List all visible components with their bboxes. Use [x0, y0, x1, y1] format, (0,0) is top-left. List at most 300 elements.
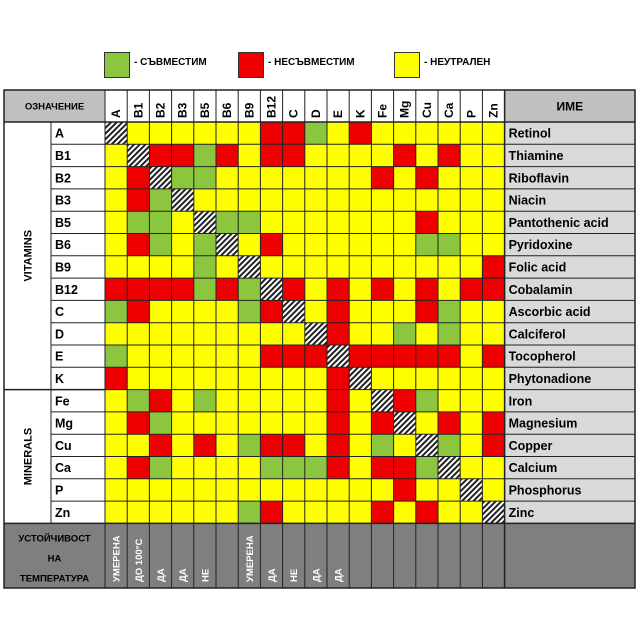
- row-name-b12: Cobalamin: [508, 282, 573, 297]
- matrix-cell-b2-ca: [438, 167, 460, 189]
- matrix-cell-b1-k: [349, 144, 371, 166]
- matrix-cell-b9-c: [283, 256, 305, 278]
- matrix-cell-cu-b12: [260, 434, 282, 456]
- matrix-cell-cu-a: [105, 434, 127, 456]
- matrix-cell-k-d: [305, 367, 327, 389]
- matrix-cell-b6-k: [349, 234, 371, 256]
- matrix-cell-fe-k: [349, 390, 371, 412]
- row-name-b3: Niacin: [508, 193, 547, 208]
- matrix-cell-fe-b6: [216, 390, 238, 412]
- matrix-cell-b5-b3: [172, 211, 194, 233]
- column-header-b6: B6: [220, 102, 235, 118]
- row-code-e: E: [55, 349, 64, 364]
- matrix-cell-zn-b9: [238, 501, 260, 523]
- matrix-cell-zn-b5: [194, 501, 216, 523]
- matrix-cell-b6-p: [460, 234, 482, 256]
- matrix-cell-b2-b2: [149, 167, 171, 189]
- legend-label-incompatible: - НЕСЪВМЕСТИМ: [268, 57, 355, 68]
- stability-value-a: УМЕРЕНА: [111, 535, 123, 582]
- matrix-cell-b3-b5: [194, 189, 216, 211]
- matrix-cell-b9-b2: [149, 256, 171, 278]
- matrix-cell-mg-a: [105, 412, 127, 434]
- matrix-cell-p-b5: [194, 479, 216, 501]
- matrix-cell-c-c: [283, 300, 305, 322]
- matrix-cell-zn-b12: [260, 501, 282, 523]
- matrix-cell-k-b2: [149, 367, 171, 389]
- matrix-cell-fe-b5: [194, 390, 216, 412]
- matrix-cell-d-mg: [394, 323, 416, 345]
- matrix-cell-b2-mg: [394, 167, 416, 189]
- matrix-cell-c-p: [460, 300, 482, 322]
- matrix-cell-b1-b6: [216, 144, 238, 166]
- matrix-cell-b2-c: [283, 167, 305, 189]
- row-name-fe: Iron: [508, 394, 533, 409]
- matrix-cell-ca-b12: [260, 457, 282, 479]
- matrix-cell-b9-ca: [438, 256, 460, 278]
- matrix-cell-b5-d: [305, 211, 327, 233]
- row-name-ca: Calcium: [508, 461, 558, 476]
- stability-value-b3: ДА: [178, 568, 190, 582]
- matrix-cell-mg-p: [460, 412, 482, 434]
- matrix-cell-zn-b3: [172, 501, 194, 523]
- matrix-cell-c-cu: [416, 300, 438, 322]
- stability-value-b12: ДА: [267, 568, 278, 582]
- matrix-cell-b6-d: [305, 234, 327, 256]
- matrix-cell-b3-a: [105, 189, 127, 211]
- matrix-cell-b1-ca: [438, 144, 460, 166]
- matrix-cell-a-b12: [260, 122, 282, 144]
- matrix-cell-zn-cu: [416, 501, 438, 523]
- matrix-cell-b12-c: [283, 278, 305, 300]
- matrix-cell-a-b1: [127, 122, 149, 144]
- matrix-cell-fe-fe: [371, 390, 393, 412]
- matrix-cell-e-b3: [172, 345, 194, 367]
- matrix-cell-b2-k: [349, 167, 371, 189]
- matrix-cell-b1-b5: [194, 144, 216, 166]
- matrix-cell-k-e: [327, 367, 349, 389]
- row-code-cu: Cu: [55, 438, 72, 453]
- matrix-cell-ca-b6: [216, 457, 238, 479]
- matrix-cell-b5-b6: [216, 211, 238, 233]
- matrix-cell-b9-b5: [194, 256, 216, 278]
- matrix-cell-mg-cu: [416, 412, 438, 434]
- matrix-cell-zn-ca: [438, 501, 460, 523]
- matrix-cell-d-a: [105, 323, 127, 345]
- matrix-cell-e-k: [349, 345, 371, 367]
- row-code-ca: Ca: [55, 461, 71, 476]
- matrix-cell-b6-b3: [172, 234, 194, 256]
- matrix-cell-b6-c: [283, 234, 305, 256]
- column-header-b9: B9: [242, 102, 257, 118]
- matrix-cell-cu-b6: [216, 434, 238, 456]
- matrix-cell-a-mg: [394, 122, 416, 144]
- matrix-cell-zn-d: [305, 501, 327, 523]
- matrix-cell-a-zn: [482, 122, 504, 144]
- matrix-cell-p-b3: [172, 479, 194, 501]
- matrix-cell-b9-b9: [238, 256, 260, 278]
- matrix-cell-b5-b5: [194, 211, 216, 233]
- matrix-cell-fe-b12: [260, 390, 282, 412]
- matrix-cell-b2-e: [327, 167, 349, 189]
- row-code-p: P: [55, 483, 64, 498]
- matrix-cell-d-p: [460, 323, 482, 345]
- matrix-cell-k-a: [105, 367, 127, 389]
- matrix-cell-b2-fe: [371, 167, 393, 189]
- group-label-vitamins: VITAMINS: [22, 229, 35, 282]
- row-name-b2: Riboflavin: [508, 171, 570, 186]
- stability-value-e: ДА: [333, 568, 345, 582]
- matrix-cell-b9-b1: [127, 256, 149, 278]
- column-header-fe: Fe: [375, 103, 390, 118]
- matrix-cell-d-b5: [194, 323, 216, 345]
- matrix-cell-b6-b12: [260, 234, 282, 256]
- matrix-cell-b3-d: [305, 189, 327, 211]
- matrix-cell-b3-b2: [149, 189, 171, 211]
- matrix-cell-a-cu: [416, 122, 438, 144]
- matrix-cell-cu-e: [327, 434, 349, 456]
- matrix-cell-b5-ca: [438, 211, 460, 233]
- stability-value-b9: УМЕРЕНА: [244, 535, 256, 582]
- matrix-cell-e-c: [283, 345, 305, 367]
- column-header-b1: B1: [131, 102, 146, 118]
- matrix-cell-b3-mg: [394, 189, 416, 211]
- matrix-cell-cu-c: [283, 434, 305, 456]
- matrix-cell-cu-b5: [194, 434, 216, 456]
- matrix-cell-e-fe: [371, 345, 393, 367]
- legend-label-compatible: - СЪВМЕСТИМ: [134, 57, 207, 68]
- matrix-cell-mg-fe: [371, 412, 393, 434]
- row-code-mg: Mg: [55, 416, 74, 431]
- column-header-a: A: [109, 109, 124, 118]
- matrix-cell-fe-c: [283, 390, 305, 412]
- matrix-cell-b5-b1: [127, 211, 149, 233]
- matrix-cell-d-cu: [416, 323, 438, 345]
- matrix-cell-ca-cu: [416, 457, 438, 479]
- matrix-cell-ca-p: [460, 457, 482, 479]
- matrix-cell-p-ca: [438, 479, 460, 501]
- matrix-cell-b3-b12: [260, 189, 282, 211]
- matrix-cell-p-e: [327, 479, 349, 501]
- stability-value-b2: ДА: [156, 568, 167, 582]
- matrix-cell-b9-p: [460, 256, 482, 278]
- matrix-cell-p-b2: [149, 479, 171, 501]
- matrix-cell-a-k: [349, 122, 371, 144]
- matrix-cell-c-k: [349, 300, 371, 322]
- matrix-cell-c-fe: [371, 300, 393, 322]
- column-header-b12: B12: [264, 95, 279, 118]
- matrix-cell-c-zn: [482, 300, 504, 322]
- matrix-cell-b12-b2: [149, 278, 171, 300]
- matrix-cell-b6-cu: [416, 234, 438, 256]
- matrix-cell-ca-zn: [482, 457, 504, 479]
- matrix-cell-ca-c: [283, 457, 305, 479]
- matrix-cell-mg-e: [327, 412, 349, 434]
- matrix-cell-mg-b3: [172, 412, 194, 434]
- matrix-cell-a-p: [460, 122, 482, 144]
- matrix-cell-d-k: [349, 323, 371, 345]
- row-name-p: Phosphorus: [508, 483, 582, 498]
- matrix-cell-p-zn: [482, 479, 504, 501]
- matrix-cell-fe-zn: [482, 390, 504, 412]
- matrix-cell-a-ca: [438, 122, 460, 144]
- row-name-b5: Pantothenic acid: [508, 215, 609, 230]
- matrix-cell-b1-cu: [416, 144, 438, 166]
- matrix-cell-mg-ca: [438, 412, 460, 434]
- matrix-cell-e-b5: [194, 345, 216, 367]
- matrix-cell-b12-p: [460, 278, 482, 300]
- matrix-cell-zn-zn: [482, 501, 504, 523]
- row-code-fe: Fe: [55, 394, 70, 409]
- matrix-cell-c-mg: [394, 300, 416, 322]
- matrix-cell-d-b6: [216, 323, 238, 345]
- matrix-cell-cu-zn: [482, 434, 504, 456]
- matrix-cell-b2-d: [305, 167, 327, 189]
- matrix-cell-b3-b1: [127, 189, 149, 211]
- matrix-cell-mg-c: [283, 412, 305, 434]
- matrix-cell-a-b9: [238, 122, 260, 144]
- matrix-cell-k-b5: [194, 367, 216, 389]
- matrix-cell-k-b3: [172, 367, 194, 389]
- matrix-cell-b2-b6: [216, 167, 238, 189]
- row-code-d: D: [55, 327, 65, 342]
- matrix-cell-b2-b12: [260, 167, 282, 189]
- column-header-ca: Ca: [442, 102, 457, 118]
- matrix-cell-p-cu: [416, 479, 438, 501]
- matrix-cell-b1-b1: [127, 144, 149, 166]
- stability-label-line: УСТОЙЧИВОСТ: [18, 533, 91, 545]
- matrix-cell-p-d: [305, 479, 327, 501]
- matrix-cell-e-p: [460, 345, 482, 367]
- matrix-cell-c-b3: [172, 300, 194, 322]
- matrix-cell-e-b9: [238, 345, 260, 367]
- matrix-cell-zn-mg: [394, 501, 416, 523]
- matrix-cell-b2-a: [105, 167, 127, 189]
- matrix-cell-b3-b6: [216, 189, 238, 211]
- matrix-cell-k-c: [283, 367, 305, 389]
- matrix-cell-c-ca: [438, 300, 460, 322]
- matrix-cell-cu-b2: [149, 434, 171, 456]
- matrix-cell-p-b12: [260, 479, 282, 501]
- row-name-zn: Zinc: [508, 505, 535, 520]
- row-code-k: K: [55, 371, 65, 386]
- matrix-cell-b5-fe: [371, 211, 393, 233]
- matrix-cell-p-b9: [238, 479, 260, 501]
- matrix-cell-d-c: [283, 323, 305, 345]
- matrix-cell-cu-cu: [416, 434, 438, 456]
- matrix-cell-fe-b2: [149, 390, 171, 412]
- matrix-cell-fe-p: [460, 390, 482, 412]
- column-header-zn: Zn: [486, 103, 501, 118]
- matrix-cell-b2-b1: [127, 167, 149, 189]
- row-name-e: Tocopherol: [508, 349, 576, 364]
- matrix-cell-mg-b1: [127, 412, 149, 434]
- matrix-cell-a-b5: [194, 122, 216, 144]
- matrix-cell-mg-b5: [194, 412, 216, 434]
- matrix-cell-b3-fe: [371, 189, 393, 211]
- matrix-cell-k-ca: [438, 367, 460, 389]
- matrix-cell-e-d: [305, 345, 327, 367]
- matrix-cell-b1-b9: [238, 144, 260, 166]
- matrix-cell-d-b12: [260, 323, 282, 345]
- matrix-cell-ca-a: [105, 457, 127, 479]
- row-name-cu: Copper: [508, 438, 553, 453]
- matrix-cell-c-e: [327, 300, 349, 322]
- matrix-cell-ca-d: [305, 457, 327, 479]
- matrix-cell-fe-b9: [238, 390, 260, 412]
- matrix-cell-cu-fe: [371, 434, 393, 456]
- matrix-cell-a-a: [105, 122, 127, 144]
- matrix-cell-fe-ca: [438, 390, 460, 412]
- matrix-cell-e-b1: [127, 345, 149, 367]
- matrix-cell-zn-a: [105, 501, 127, 523]
- row-name-b6: Pyridoxine: [508, 238, 573, 253]
- matrix-cell-cu-b3: [172, 434, 194, 456]
- row-name-b9: Folic acid: [508, 260, 567, 275]
- row-name-b1: Thiamine: [508, 148, 564, 163]
- matrix-cell-c-b12: [260, 300, 282, 322]
- matrix-cell-a-fe: [371, 122, 393, 144]
- matrix-cell-b3-zn: [482, 189, 504, 211]
- matrix-cell-b6-e: [327, 234, 349, 256]
- matrix-cell-fe-b1: [127, 390, 149, 412]
- matrix-cell-cu-ca: [438, 434, 460, 456]
- matrix-cell-b6-a: [105, 234, 127, 256]
- matrix-cell-c-b9: [238, 300, 260, 322]
- matrix-cell-p-b6: [216, 479, 238, 501]
- stability-label-line: НА: [47, 553, 62, 565]
- matrix-cell-d-fe: [371, 323, 393, 345]
- matrix-cell-fe-a: [105, 390, 127, 412]
- matrix-cell-mg-b2: [149, 412, 171, 434]
- matrix-cell-zn-b1: [127, 501, 149, 523]
- stability-value-b1: ДО 100°C: [133, 538, 145, 582]
- matrix-cell-b9-zn: [482, 256, 504, 278]
- matrix-cell-k-b6: [216, 367, 238, 389]
- header-designation: ОЗНАЧЕНИЕ: [24, 101, 85, 113]
- matrix-cell-b9-b12: [260, 256, 282, 278]
- matrix-cell-zn-fe: [371, 501, 393, 523]
- matrix-cell-b1-p: [460, 144, 482, 166]
- matrix-cell-b2-b3: [172, 167, 194, 189]
- matrix-cell-b3-b3: [172, 189, 194, 211]
- stability-label-line: ТЕМПЕРАТУРА: [19, 573, 90, 585]
- stability-value-b5: НЕ: [200, 568, 212, 582]
- legend-label-neutral: - НЕУТРАЛЕН: [424, 57, 491, 68]
- row-code-b2: B2: [55, 171, 71, 186]
- row-code-b5: B5: [55, 215, 71, 230]
- matrix-cell-b12-b5: [194, 278, 216, 300]
- matrix-cell-e-b6: [216, 345, 238, 367]
- matrix-cell-b12-b9: [238, 278, 260, 300]
- matrix-cell-b6-ca: [438, 234, 460, 256]
- matrix-cell-c-b2: [149, 300, 171, 322]
- stability-value-d: ДА: [311, 568, 323, 582]
- matrix-cell-b1-e: [327, 144, 349, 166]
- matrix-cell-d-d: [305, 323, 327, 345]
- column-header-d: D: [308, 109, 323, 118]
- row-code-c: C: [55, 305, 65, 320]
- matrix-cell-b12-zn: [482, 278, 504, 300]
- matrix-cell-cu-k: [349, 434, 371, 456]
- matrix-cell-k-b9: [238, 367, 260, 389]
- matrix-cell-b3-e: [327, 189, 349, 211]
- row-code-b6: B6: [55, 238, 71, 253]
- matrix-cell-mg-k: [349, 412, 371, 434]
- matrix-cell-b3-p: [460, 189, 482, 211]
- row-name-k: Phytonadione: [508, 371, 592, 386]
- matrix-cell-b5-k: [349, 211, 371, 233]
- row-code-b3: B3: [55, 193, 71, 208]
- row-code-zn: Zn: [55, 505, 71, 520]
- matrix-cell-b1-b2: [149, 144, 171, 166]
- matrix-cell-b1-b3: [172, 144, 194, 166]
- matrix-cell-cu-b9: [238, 434, 260, 456]
- row-code-b9: B9: [55, 260, 71, 275]
- matrix-cell-b5-p: [460, 211, 482, 233]
- matrix-cell-zn-c: [283, 501, 305, 523]
- matrix-cell-p-mg: [394, 479, 416, 501]
- matrix-cell-e-zn: [482, 345, 504, 367]
- matrix-cell-b9-cu: [416, 256, 438, 278]
- matrix-cell-d-ca: [438, 323, 460, 345]
- matrix-cell-b12-b6: [216, 278, 238, 300]
- matrix-cell-mg-b9: [238, 412, 260, 434]
- matrix-cell-c-a: [105, 300, 127, 322]
- matrix-cell-b3-k: [349, 189, 371, 211]
- matrix-cell-k-b12: [260, 367, 282, 389]
- row-code-b1: B1: [55, 148, 71, 163]
- matrix-cell-a-b6: [216, 122, 238, 144]
- matrix-cell-cu-p: [460, 434, 482, 456]
- matrix-cell-b1-d: [305, 144, 327, 166]
- matrix-cell-b5-cu: [416, 211, 438, 233]
- matrix-cell-ca-b2: [149, 457, 171, 479]
- matrix-cell-b2-p: [460, 167, 482, 189]
- matrix-cell-zn-b6: [216, 501, 238, 523]
- matrix-cell-d-b1: [127, 323, 149, 345]
- matrix-cell-b12-cu: [416, 278, 438, 300]
- matrix-cell-mg-b6: [216, 412, 238, 434]
- column-header-c: C: [286, 109, 301, 118]
- matrix-cell-b5-e: [327, 211, 349, 233]
- matrix-cell-b6-mg: [394, 234, 416, 256]
- matrix-cell-e-b2: [149, 345, 171, 367]
- column-header-mg: Mg: [397, 100, 412, 118]
- matrix-cell-a-b2: [149, 122, 171, 144]
- matrix-cell-p-c: [283, 479, 305, 501]
- matrix-cell-zn-p: [460, 501, 482, 523]
- matrix-cell-b6-b1: [127, 234, 149, 256]
- row-name-d: Calciferol: [508, 327, 566, 342]
- matrix-cell-p-fe: [371, 479, 393, 501]
- matrix-cell-ca-e: [327, 457, 349, 479]
- matrix-cell-e-b12: [260, 345, 282, 367]
- matrix-cell-p-a: [105, 479, 127, 501]
- matrix-cell-zn-k: [349, 501, 371, 523]
- matrix-cell-ca-b3: [172, 457, 194, 479]
- matrix-cell-b1-c: [283, 144, 305, 166]
- matrix-cell-a-d: [305, 122, 327, 144]
- matrix-cell-k-mg: [394, 367, 416, 389]
- matrix-cell-mg-d: [305, 412, 327, 434]
- column-header-b2: B2: [153, 102, 168, 118]
- stability-value-c: НЕ: [289, 568, 301, 582]
- matrix-cell-b2-b5: [194, 167, 216, 189]
- matrix-cell-d-b9: [238, 323, 260, 345]
- matrix-cell-b3-c: [283, 189, 305, 211]
- matrix-cell-d-e: [327, 323, 349, 345]
- row-code-b12: B12: [55, 282, 78, 297]
